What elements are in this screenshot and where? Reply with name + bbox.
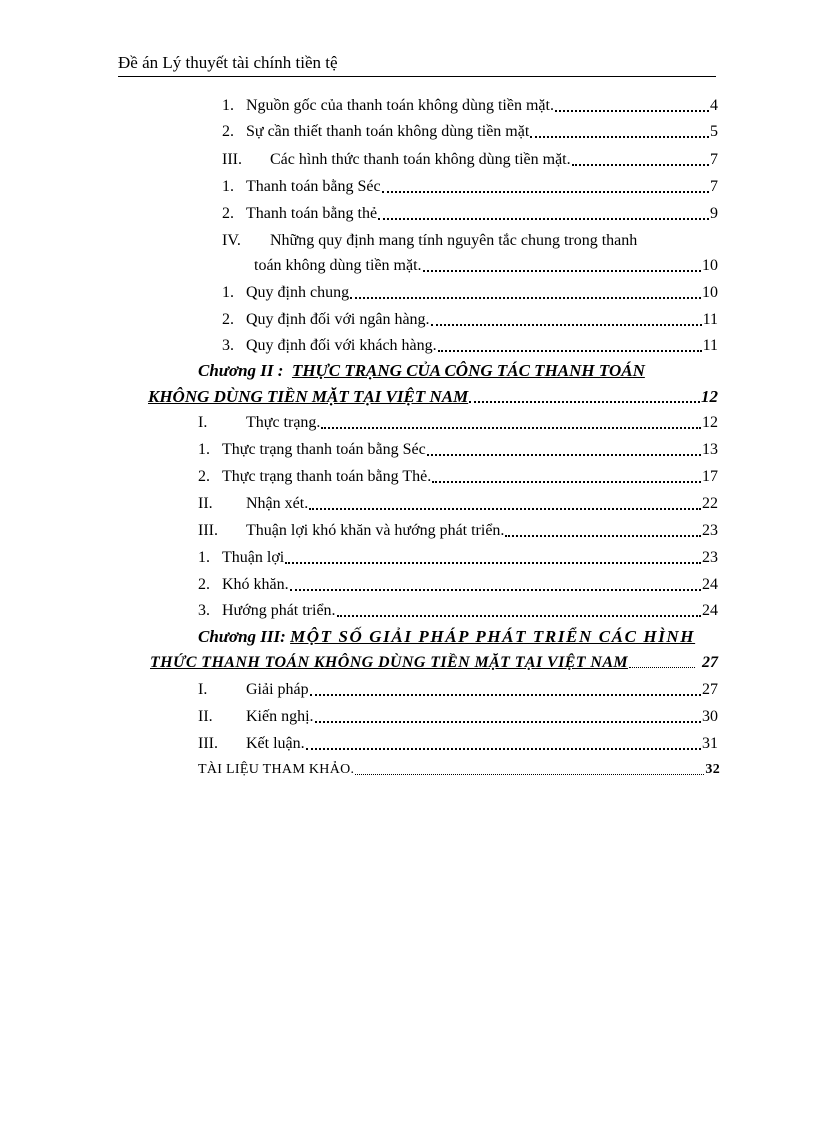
toc-leader-dots bbox=[505, 521, 701, 537]
toc-entry-page: 11 bbox=[702, 337, 718, 354]
toc-entry[interactable] bbox=[222, 122, 718, 142]
toc-entry-page: 27 bbox=[702, 681, 718, 698]
toc-entry-title: Kết luận. bbox=[246, 735, 305, 752]
toc-entry[interactable] bbox=[198, 734, 718, 754]
toc-entry-number: III. bbox=[222, 151, 242, 168]
toc-entry-number: IV. bbox=[222, 232, 241, 249]
toc-leader-dots bbox=[629, 653, 695, 668]
toc-entry-title: Giải pháp bbox=[246, 681, 309, 698]
chapter-title-continued: KHÔNG DÙNG TIỀN MẶT TẠI VIỆT NAM bbox=[148, 387, 469, 406]
toc-entry-page: 11 bbox=[702, 311, 718, 328]
toc-entry-number: 1. bbox=[222, 284, 234, 301]
chapter-heading-first-line[interactable]: Chương III: MỘT SỐ GIẢI PHÁP PHÁT TRIỂN CÁC HÌNH bbox=[198, 627, 696, 646]
toc-entry-number: II. bbox=[198, 708, 213, 725]
toc-entry-title: Nguồn gốc của thanh toán không dùng tiền mặt. bbox=[246, 97, 554, 114]
toc-entry-title: Hướng phát triển. bbox=[222, 602, 336, 619]
toc-entry-title: Thuận lợi khó khăn và hướng phát triển. bbox=[246, 522, 505, 539]
toc-leader-dots bbox=[309, 494, 701, 510]
toc-entry-page: 4 bbox=[710, 97, 718, 114]
toc-entry-title: Quy định chung bbox=[246, 284, 350, 301]
toc-entry-title: Thực trạng. bbox=[246, 414, 321, 431]
toc-entry-page: 12 bbox=[702, 414, 718, 431]
toc-entry-number: 1. bbox=[222, 178, 234, 195]
toc-entry-page: 5 bbox=[710, 123, 718, 140]
toc-entry[interactable] bbox=[198, 521, 718, 541]
chapter-title: THỰC TRẠNG CỦA CÔNG TÁC THANH TOÁN bbox=[291, 361, 645, 380]
chapter-label: Chương III bbox=[198, 627, 281, 646]
toc-entry-number: 2. bbox=[222, 311, 234, 328]
references-entry[interactable] bbox=[198, 760, 720, 780]
toc-entry-number: III. bbox=[198, 735, 218, 752]
toc-leader-dots bbox=[355, 760, 704, 775]
toc-entry-page: 13 bbox=[702, 441, 718, 458]
toc-entry-page: 24 bbox=[702, 576, 718, 593]
toc-entry-page: 7 bbox=[710, 178, 718, 195]
toc-leader-dots bbox=[310, 680, 701, 696]
toc-entry-title: Những quy định mang tính nguyên tắc chung trong thanh bbox=[270, 232, 638, 249]
toc-leader-dots bbox=[315, 707, 701, 723]
toc-entry-first-line[interactable] bbox=[222, 231, 637, 251]
toc-entry[interactable] bbox=[198, 440, 718, 460]
toc-entry[interactable] bbox=[222, 177, 718, 197]
toc-entry[interactable] bbox=[198, 575, 718, 595]
toc-entry-title: Quy định đối với ngân hàng. bbox=[246, 311, 430, 328]
chapter-title: MỘT SỐ GIẢI PHÁP PHÁT TRIỂN CÁC HÌNH bbox=[290, 627, 696, 646]
toc-entry-number: 2. bbox=[198, 576, 210, 593]
toc-entry-number: I. bbox=[198, 681, 208, 698]
toc-entry-page: 7 bbox=[710, 151, 718, 168]
toc-leader-dots bbox=[306, 734, 701, 750]
toc-entry[interactable] bbox=[222, 150, 718, 170]
toc-leader-dots bbox=[427, 440, 701, 456]
toc-entry-number: III. bbox=[198, 522, 218, 539]
toc-leader-dots bbox=[572, 150, 709, 166]
chapter-label: Chương II : bbox=[198, 361, 284, 380]
toc-leader-dots bbox=[290, 575, 701, 591]
toc-entry[interactable] bbox=[198, 494, 718, 514]
toc-entry[interactable] bbox=[222, 96, 718, 116]
toc-leader-dots bbox=[285, 548, 701, 564]
toc-entry-title: Thanh toán bằng thẻ bbox=[246, 205, 378, 222]
toc-entry-page: 23 bbox=[702, 549, 718, 566]
toc-entry[interactable] bbox=[222, 204, 718, 224]
toc-entry[interactable] bbox=[198, 413, 718, 433]
chapter-entry[interactable] bbox=[148, 387, 718, 407]
toc-entry-page: 22 bbox=[702, 495, 718, 512]
toc-entry-title: Các hình thức thanh toán không dùng tiền mặt. bbox=[270, 151, 571, 168]
toc-leader-dots bbox=[337, 601, 701, 617]
toc-entry-page: 27 bbox=[702, 654, 718, 671]
toc-entry-title-continued: toán không dùng tiền mặt. bbox=[254, 257, 422, 274]
toc-entry-number: 1. bbox=[198, 549, 210, 566]
references-title: TÀI LIỆU THAM KHẢO. bbox=[198, 762, 355, 777]
toc-entry-page: 9 bbox=[710, 205, 718, 222]
toc-entry-number: 3. bbox=[222, 337, 234, 354]
toc-leader-dots bbox=[423, 256, 701, 272]
toc-entry[interactable] bbox=[198, 680, 718, 700]
toc-entry-title: Thực trạng thanh toán bằng Thẻ. bbox=[222, 468, 432, 485]
toc-entry-page: 10 bbox=[702, 257, 718, 274]
header-title: Đề án Lý thuyết tài chính tiền tệ bbox=[118, 53, 338, 72]
toc-entry-number: 3. bbox=[198, 602, 210, 619]
toc-entry-number: 1. bbox=[198, 441, 210, 458]
toc-entry-page: 31 bbox=[702, 735, 718, 752]
toc-entry[interactable] bbox=[222, 336, 718, 356]
toc-entry-page: 24 bbox=[702, 602, 718, 619]
toc-entry[interactable] bbox=[222, 283, 718, 303]
toc-leader-dots bbox=[530, 122, 709, 138]
toc-entry-number: 2. bbox=[222, 205, 234, 222]
toc-leader-dots bbox=[382, 177, 709, 193]
toc-entry-title: Thực trạng thanh toán bằng Séc bbox=[222, 441, 426, 458]
toc-leader-dots bbox=[438, 336, 702, 352]
toc-entry-number: 2. bbox=[222, 123, 234, 140]
toc-entry-title: Khó khăn. bbox=[222, 576, 289, 593]
toc-leader-dots bbox=[321, 413, 701, 429]
toc-entry-number: I. bbox=[198, 414, 208, 431]
toc-entry-number: 2. bbox=[198, 468, 210, 485]
toc-entry-page: 17 bbox=[702, 468, 718, 485]
toc-entry[interactable] bbox=[254, 256, 718, 276]
toc-entry[interactable] bbox=[198, 707, 718, 727]
toc-entry-page: 30 bbox=[702, 708, 718, 725]
toc-entry-page: 23 bbox=[702, 522, 718, 539]
toc-entry-number: II. bbox=[198, 495, 213, 512]
chapter-title-continued: THỨC THANH TOÁN KHÔNG DÙNG TIỀN MẶT TẠI VIỆT NAM bbox=[150, 654, 629, 671]
toc-entry-page: 32 bbox=[705, 762, 720, 777]
toc-entry-title: Kiến nghị. bbox=[246, 708, 314, 725]
toc-entry-title: Thuận lợi bbox=[222, 549, 285, 566]
toc-entry-title: Sự cần thiết thanh toán không dùng tiền mặt bbox=[246, 123, 530, 140]
toc-entry[interactable] bbox=[198, 467, 718, 487]
toc-entry-title: Thanh toán bằng Séc bbox=[246, 178, 381, 195]
toc-entry[interactable] bbox=[198, 601, 718, 621]
toc-entry-title: Quy định đối với khách hàng. bbox=[246, 337, 437, 354]
toc-leader-dots bbox=[469, 387, 700, 403]
chapter-heading-first-line[interactable] bbox=[198, 361, 645, 381]
toc-leader-dots bbox=[378, 204, 709, 220]
toc-leader-dots bbox=[432, 467, 701, 483]
toc-entry-page: 12 bbox=[701, 387, 718, 406]
toc-entry-title: Nhận xét. bbox=[246, 495, 309, 512]
toc-leader-dots bbox=[350, 283, 701, 299]
toc-entry-page: 10 bbox=[702, 284, 718, 301]
toc-entry[interactable] bbox=[198, 548, 718, 568]
toc-entry-number: 1. bbox=[222, 97, 234, 114]
chapter-entry[interactable] bbox=[150, 653, 718, 673]
toc-entry[interactable] bbox=[222, 310, 718, 330]
toc-leader-dots bbox=[555, 96, 709, 112]
toc-leader-dots bbox=[431, 310, 702, 326]
